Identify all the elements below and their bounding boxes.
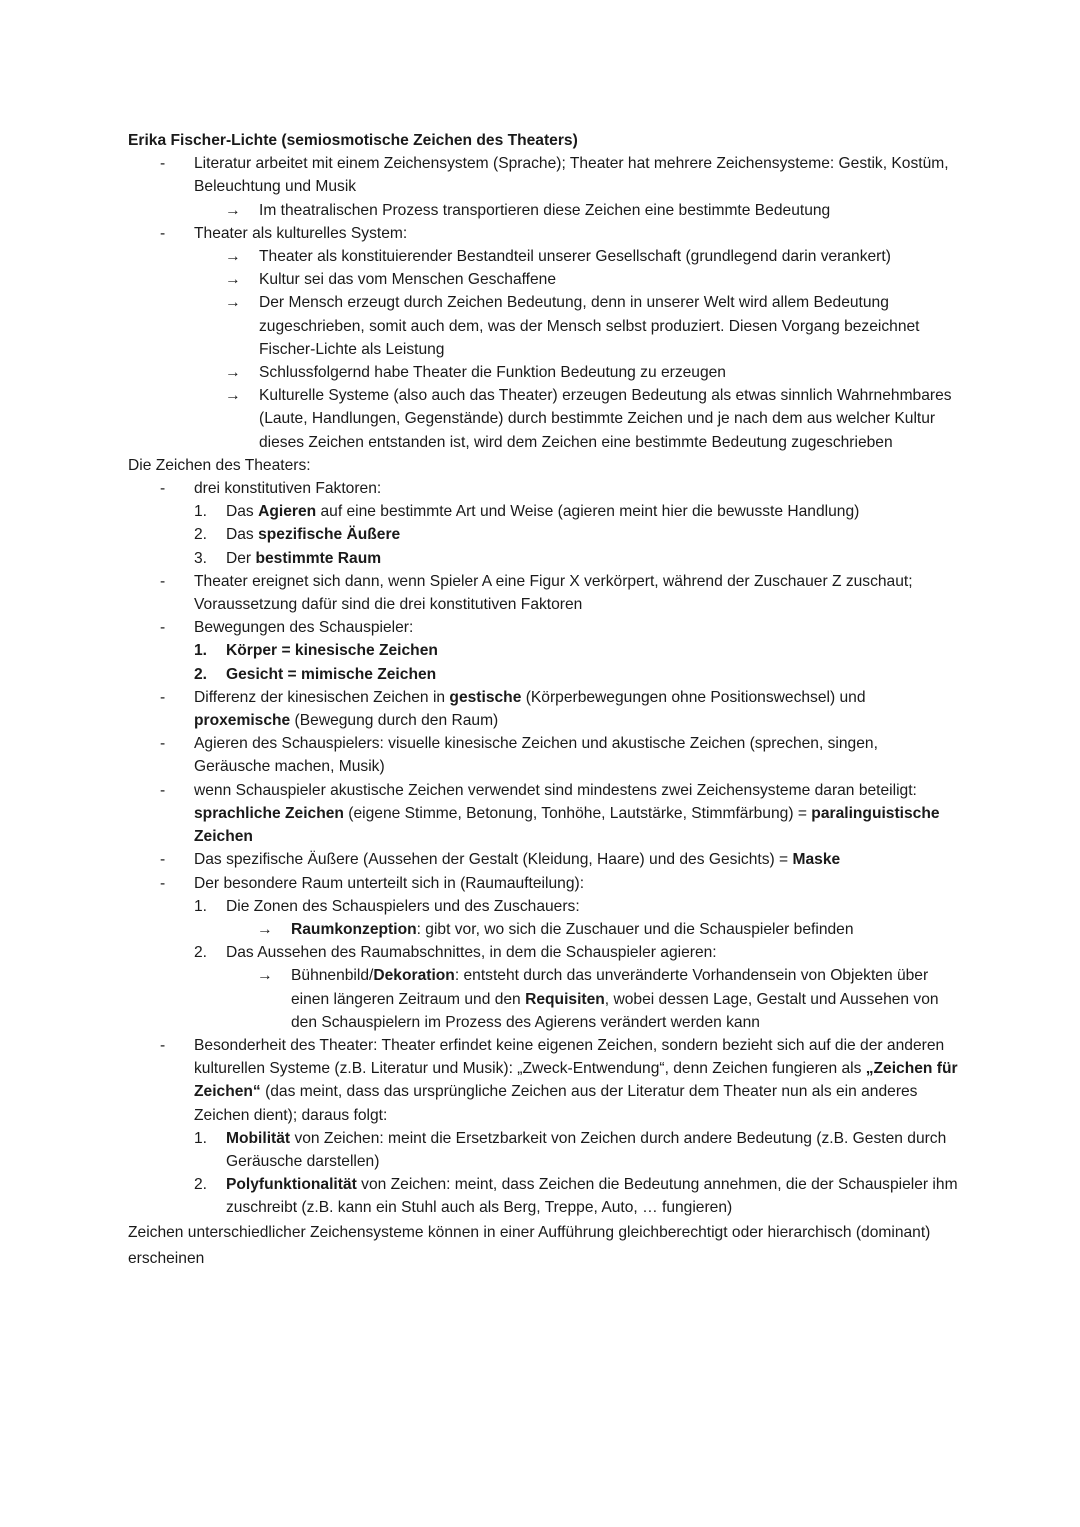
item-text: Im theatralischen Prozess transportieren diese Zeichen eine bestimmte Bedeutung bbox=[259, 201, 831, 219]
item-text-bold: Agieren bbox=[258, 503, 317, 521]
list-item bbox=[128, 152, 958, 198]
item-text: Das Aussehen des Raumabschnittes, in dem die Schauspieler agieren: bbox=[226, 944, 717, 962]
arrow-item bbox=[128, 361, 958, 384]
arrow-right-icon: → bbox=[225, 271, 241, 289]
item-text: von Zeichen: meint, dass Zeichen die Bedeutung annehmen, die der Schauspieler ihm zuschreibt (z.B. kann ein Stuhl auch als Berg, Treppe, Auto, … fungieren) bbox=[226, 1176, 958, 1217]
list-item bbox=[128, 872, 958, 895]
dash-bullet: - bbox=[160, 781, 166, 799]
dash-bullet: - bbox=[160, 155, 166, 173]
numbered-item bbox=[128, 639, 958, 662]
numbered-item bbox=[128, 500, 958, 523]
arrow-item bbox=[128, 291, 958, 361]
arrow-item bbox=[128, 199, 958, 222]
page-title: Erika Fischer-Lichte (semiosmotische Zeichen des Theaters) bbox=[128, 132, 578, 149]
item-number: 2. bbox=[194, 665, 208, 683]
numbered-item bbox=[128, 663, 958, 686]
item-text: wenn Schauspieler akustische Zeichen verwendet sind mindestens zwei Zeichensysteme daran beteiligt: bbox=[194, 781, 917, 799]
dash-bullet: - bbox=[160, 851, 166, 869]
item-text: Das bbox=[226, 526, 259, 544]
item-text-bold: „Zeichen für Zeichen“ bbox=[194, 1060, 958, 1101]
item-text: Der Mensch erzeugt durch Zeichen Bedeutung, denn in unserer Welt wird allem Bedeutung zugeschrieben, somit auch dem, was der Mensch selbst produziert. Diesen Vorgang bezeichnet Fischer-Lichte als Leistung bbox=[259, 294, 920, 358]
item-number: 2. bbox=[194, 526, 208, 544]
arrow-right-icon: → bbox=[225, 294, 241, 312]
item-text: : gibt vor, wo sich die Zuschauer und die Schauspieler befinden bbox=[416, 920, 854, 938]
dash-bullet: - bbox=[160, 1036, 166, 1054]
dash-bullet: - bbox=[160, 688, 166, 706]
item-text-bold: proxemische bbox=[194, 712, 291, 730]
arrow-right-icon: → bbox=[257, 967, 273, 985]
item-number: 2. bbox=[194, 1176, 208, 1194]
item-text: Differenz der kinesischen Zeichen in bbox=[194, 688, 450, 706]
dash-bullet: - bbox=[160, 572, 166, 590]
dash-bullet: - bbox=[160, 874, 166, 892]
item-text: Kultur sei das vom Menschen Geschaffene bbox=[259, 271, 557, 289]
item-text-bold: sprachliche Zeichen bbox=[194, 804, 344, 822]
arrow-item bbox=[128, 964, 958, 1034]
item-text: (eigene Stimme, Betonung, Tonhöhe, Lautstärke, Stimmfärbung) = bbox=[343, 804, 812, 822]
item-text: Bewegungen des Schauspieler: bbox=[194, 619, 414, 637]
numbered-item bbox=[128, 1173, 958, 1219]
item-text-bold: paralinguistische Zeichen bbox=[194, 804, 940, 846]
item-text: Das bbox=[226, 503, 259, 521]
arrow-right-icon: → bbox=[225, 364, 241, 382]
item-text-bold: Requisiten bbox=[525, 990, 605, 1008]
item-text: (das meint, dass das ursprüngliche Zeichen aus der Literatur dem Theater nun als ein anderes Zeichen dient); daraus folgt: bbox=[194, 1083, 918, 1124]
item-text: Theater als kulturelles System: bbox=[194, 224, 408, 242]
list-item bbox=[128, 477, 958, 500]
item-text: Theater als konstituierender Bestandteil unserer Gesellschaft (grundlegend darin verankert) bbox=[259, 248, 891, 266]
item-number: 1. bbox=[194, 642, 208, 660]
item-text: Theater ereignet sich dann, wenn Spieler A eine Figur X verkörpert, während der Zuschauer Z zuschaut; Voraussetzung dafür sind die drei konstitutiven Faktoren bbox=[194, 572, 913, 614]
item-text: Agieren des Schauspielers: visuelle kinesische Zeichen und akustische Zeichen (sprechen, singen, Geräusche machen, Musik) bbox=[194, 735, 878, 776]
item-text-bold: Mobilität bbox=[226, 1129, 291, 1147]
arrow-item bbox=[128, 268, 958, 291]
item-text: (Bewegung durch den Raum) bbox=[290, 712, 499, 730]
dash-bullet: - bbox=[160, 224, 166, 242]
item-text: Die Zonen des Schauspielers und des Zuschauers: bbox=[226, 897, 580, 915]
item-number: 1. bbox=[194, 503, 208, 521]
numbered-item bbox=[128, 547, 958, 570]
list-item bbox=[128, 732, 958, 778]
item-number: 1. bbox=[194, 897, 208, 915]
item-text: (Körperbewegungen ohne Positionswechsel) und bbox=[521, 688, 866, 706]
item-number: 1. bbox=[194, 1129, 208, 1147]
item-text: , wobei dessen Lage, Gestalt und Aussehen von den Schauspielern im Prozess des Agierens verändert werden kann bbox=[291, 990, 939, 1031]
arrow-item bbox=[128, 245, 958, 268]
list-item bbox=[128, 222, 958, 245]
list-item bbox=[128, 848, 958, 871]
item-text-bold: Polyfunktionalität bbox=[226, 1176, 357, 1194]
numbered-item bbox=[128, 1127, 958, 1173]
list-item bbox=[128, 570, 958, 616]
closing-paragraph: Zeichen unterschiedlicher Zeichensysteme können in einer Aufführung gleichberechtigt oder hierarchisch (dominant) erscheinen bbox=[128, 1223, 931, 1267]
item-text: Schlussfolgernd habe Theater die Funktion Bedeutung zu erzeugen bbox=[259, 364, 726, 382]
list-item bbox=[128, 616, 958, 639]
dash-bullet: - bbox=[160, 735, 166, 753]
item-text: Der bbox=[226, 549, 256, 567]
arrow-right-icon: → bbox=[225, 387, 241, 405]
arrow-item bbox=[128, 384, 958, 454]
item-number: 2. bbox=[194, 944, 208, 962]
item-text: auf eine bestimmte Art und Weise (agieren meint hier die bewusste Handlung) bbox=[316, 503, 860, 521]
item-text: Der besondere Raum unterteilt sich in (Raumaufteilung): bbox=[194, 874, 585, 892]
section-heading: Die Zeichen des Theaters: bbox=[128, 456, 311, 474]
item-text: Kulturelle Systeme (also auch das Theater) erzeugen Bedeutung als etwas sinnlich Wahrnehmbares (Laute, Handlungen, Gegenstände) durch bestimmte Zeichen und je nach dem aus welcher Kultur dieses Zeichen entstanden ist, wird dem Zeichen eine bestimmte Bedeutung zugeschrieben bbox=[259, 387, 952, 451]
item-text-bold: Gesicht = mimische Zeichen bbox=[226, 665, 437, 683]
item-text-bold: Raumkonzeption bbox=[291, 920, 417, 938]
item-number: 3. bbox=[194, 549, 208, 567]
arrow-right-icon: → bbox=[225, 201, 241, 219]
item-text: drei konstitutiven Faktoren: bbox=[194, 480, 382, 498]
arrow-item bbox=[128, 918, 958, 941]
notes-body bbox=[128, 129, 958, 1272]
item-text: von Zeichen: meint die Ersetzbarkeit von Zeichen durch andere Bedeutung (z.B. Gesten durch Geräusche darstellen) bbox=[226, 1129, 947, 1170]
numbered-item bbox=[128, 941, 958, 964]
item-text: Bühnenbild/ bbox=[291, 967, 374, 985]
item-text-bold: Dekoration bbox=[373, 967, 455, 985]
item-text: Literatur arbeitet mit einem Zeichensystem (Sprache); Theater hat mehrere Zeichensysteme: Gestik, Kostüm, Beleuchtung und Musik bbox=[194, 155, 949, 196]
item-text-bold: Maske bbox=[792, 851, 841, 869]
dash-bullet: - bbox=[160, 480, 166, 498]
item-text: : entsteht durch das unveränderte Vorhandensein von Objekten über einen längeren Zeitraum und den bbox=[291, 967, 929, 1008]
numbered-item bbox=[128, 895, 958, 918]
item-text-bold: Körper = kinesische Zeichen bbox=[226, 642, 438, 660]
item-text: Das spezifische Äußere (Aussehen der Gestalt (Kleidung, Haare) und des Gesichts) = bbox=[194, 851, 793, 869]
numbered-item bbox=[128, 523, 958, 546]
item-text-bold: bestimmte Raum bbox=[255, 549, 382, 567]
list-item bbox=[128, 779, 958, 849]
item-text-bold: gestische bbox=[449, 688, 522, 706]
item-text: Besonderheit des Theater: Theater erfindet keine eigenen Zeichen, sondern bezieht sich auf die der anderen kulturellen Systeme (z.B. Literatur und Musik): „Zweck-Entwendung“, denn Zeichen fungieren als bbox=[194, 1036, 945, 1078]
dash-bullet: - bbox=[160, 619, 166, 637]
list-item bbox=[128, 686, 958, 732]
arrow-right-icon: → bbox=[225, 248, 241, 266]
arrow-right-icon: → bbox=[257, 920, 273, 938]
list-item bbox=[128, 1034, 958, 1127]
item-text-bold: spezifische Äußere bbox=[258, 526, 401, 544]
